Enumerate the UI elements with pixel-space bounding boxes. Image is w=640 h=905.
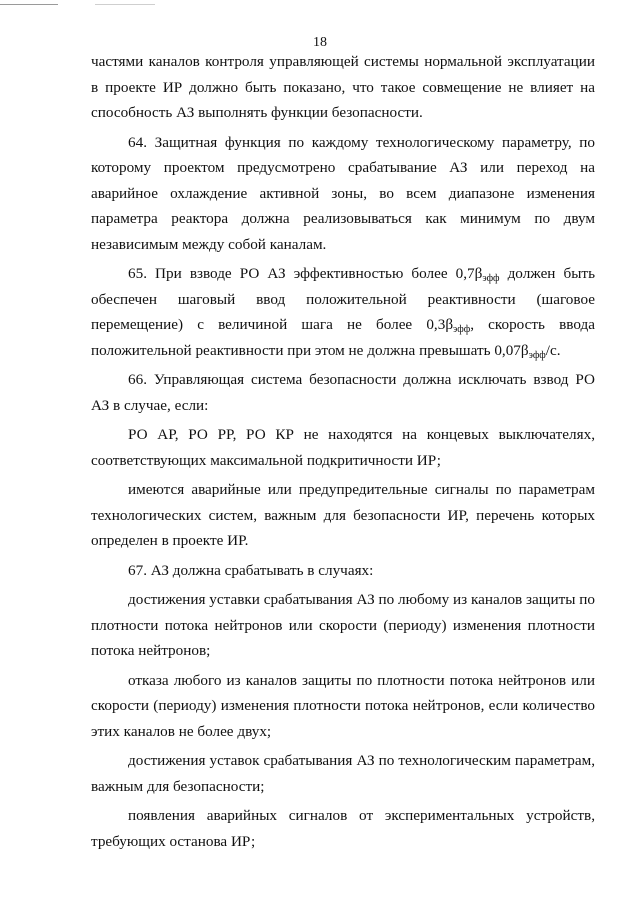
paragraph: РО АР, РО РР, РО КР не находятся на концевых выключателях, соответствующих максимальной подкритичности ИР; xyxy=(91,426,595,469)
scan-edge-mark xyxy=(95,4,155,5)
paragraph: появления аварийных сигналов от экспериментальных устройств, требующих останова ИР; xyxy=(91,807,595,850)
paragraph-text: 65. При взводе РО АЗ эффективностью более 0,7β xyxy=(128,265,483,282)
page-number: 18 xyxy=(313,35,327,50)
document-body xyxy=(91,49,595,854)
subscript: эфф xyxy=(482,273,500,284)
paragraph: отказа любого из каналов защиты по плотности потока нейтронов или скорости (периоду) изменения плотности потока нейтронов, если количество этих каналов не более двух; xyxy=(91,671,595,740)
paragraph: достижения уставок срабатывания АЗ по технологическим параметрам, важным для безопасности; xyxy=(91,752,595,795)
paragraph: частями каналов контроля управляющей системы нормальной эксплуатации в проекте ИР должно быть показано, что такое совмещение не влияет на способность АЗ выполнять функции безопасности. xyxy=(91,53,595,121)
subscript: эфф xyxy=(528,349,546,361)
paragraph: достижения уставки срабатывания АЗ по любому из каналов защиты по плотности потока нейтронов или скорости (периоду) изменения плотности потока нейтронов; xyxy=(91,591,595,659)
paragraph-text: , скорость ввода положительной реактивности при этом не должна превышать 0,07β xyxy=(91,316,595,359)
scan-edge-mark xyxy=(0,4,58,5)
paragraph: имеются аварийные или предупредительные сигналы по параметрам технологических систем, важным для безопасности ИР, перечень которых определен в проекте ИР. xyxy=(91,481,595,549)
paragraph xyxy=(91,261,595,363)
paragraph-text: /с. xyxy=(545,341,561,359)
paragraph: 64. Защитная функция по каждому технологическому параметру, по которому проектом предусмотрено срабатывание АЗ или переход на аварийное охлаждение активной зоны, во всем диапазоне изменения параметра реактора должна реализовываться как минимум по двум независимым между собой каналам. xyxy=(91,133,595,253)
paragraph-text: должен быть обеспечен шаговый ввод положительной реактивности (шаговое перемещение) с величиной шага не более 0,3β xyxy=(91,265,595,333)
paragraph: 67. АЗ должна срабатывать в случаях: xyxy=(128,561,374,579)
paragraph: 66. Управляющая система безопасности должна исключать взвод РО АЗ в случае, если: xyxy=(91,371,595,414)
subscript: эфф xyxy=(453,324,471,335)
